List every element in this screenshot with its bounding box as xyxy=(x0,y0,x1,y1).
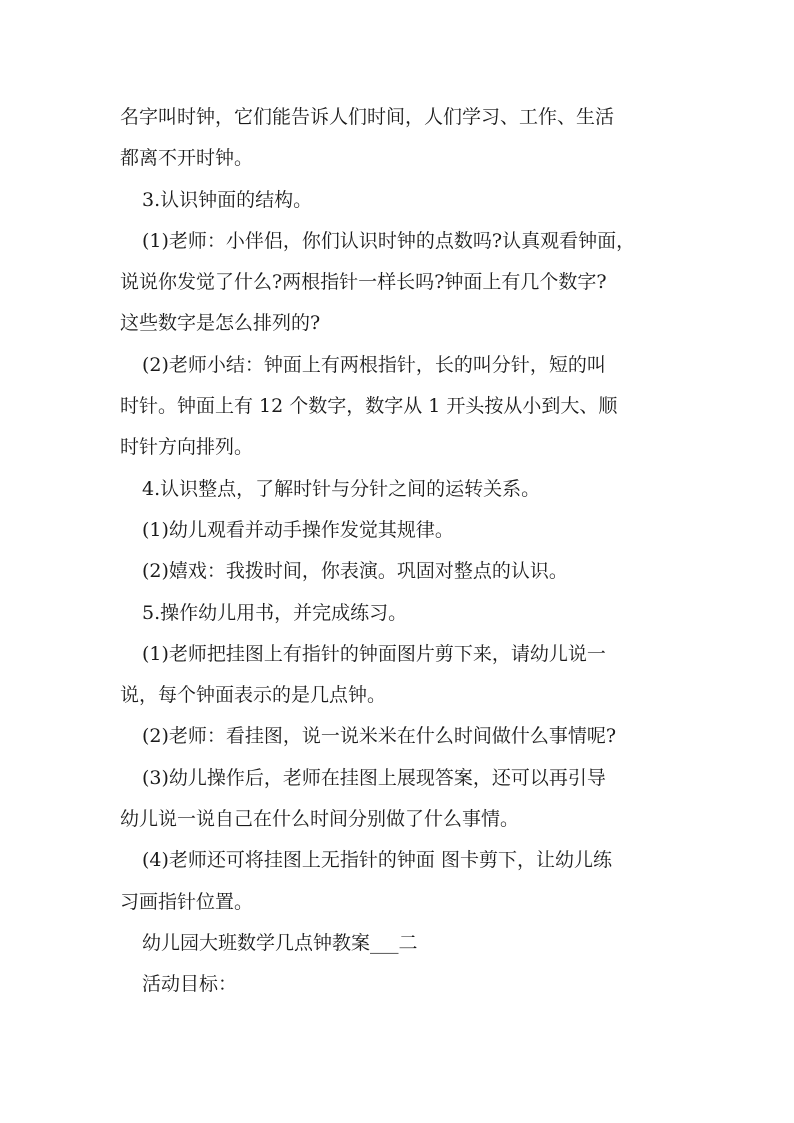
text-line: 3.认识钟面的结构。 xyxy=(142,188,313,211)
text-line: 这些数字是怎么排列的? xyxy=(120,312,321,335)
text-line: (2)嬉戏：我拨时间，你表演。巩固对整点的认识。 xyxy=(142,560,568,583)
text-line: (2)老师：看挂图，说一说米米在什么时间做什么事情呢? xyxy=(142,725,617,748)
text-line: 活动目标： xyxy=(142,973,238,996)
text-line: 5.操作幼儿用书，并完成练习。 xyxy=(142,601,408,624)
text-line: (1)老师把挂图上有指针的钟面图片剪下来，请幼儿说一 xyxy=(142,642,606,665)
text-line: 习画指针位置。 xyxy=(120,890,254,913)
text-line: 说说你发觉了什么?两根指针一样长吗?钟面上有几个数字? xyxy=(120,271,607,294)
text-line: 时针。钟面上有 12 个数字，数字从 1 开头按从小到大、顺 xyxy=(120,395,618,418)
text-line: 时针方向排列。 xyxy=(120,436,254,459)
text-line: (4)老师还可将挂图上无指针的钟面 图卡剪下，让幼儿练 xyxy=(142,849,612,872)
text-line: 说，每个钟面表示的是几点钟。 xyxy=(120,684,387,707)
text-line: 4.认识整点，了解时针与分针之间的运转关系。 xyxy=(142,477,541,500)
text-line: (3)幼儿操作后，老师在挂图上展现答案，还可以再引导 xyxy=(142,766,606,789)
document-body xyxy=(120,97,680,1006)
text-line: (2)老师小结：钟面上有两根指针，长的叫分针，短的叫 xyxy=(142,353,606,376)
text-line: (1)老师：小伴侣，你们认识时钟的点数吗?认真观看钟面， xyxy=(142,229,636,252)
text-line: 幼儿说一说自己在什么时间分别做了什么事情。 xyxy=(120,808,520,831)
text-line: 幼儿园大班数学几点钟教案___二 xyxy=(142,931,418,954)
text-line: 名字叫时钟，它们能告诉人们时间，人们学习、工作、生活 xyxy=(120,106,615,128)
text-line: 都离不开时钟。 xyxy=(120,147,254,170)
text-line: (1)幼儿观看并动手操作发觉其规律。 xyxy=(142,518,454,541)
